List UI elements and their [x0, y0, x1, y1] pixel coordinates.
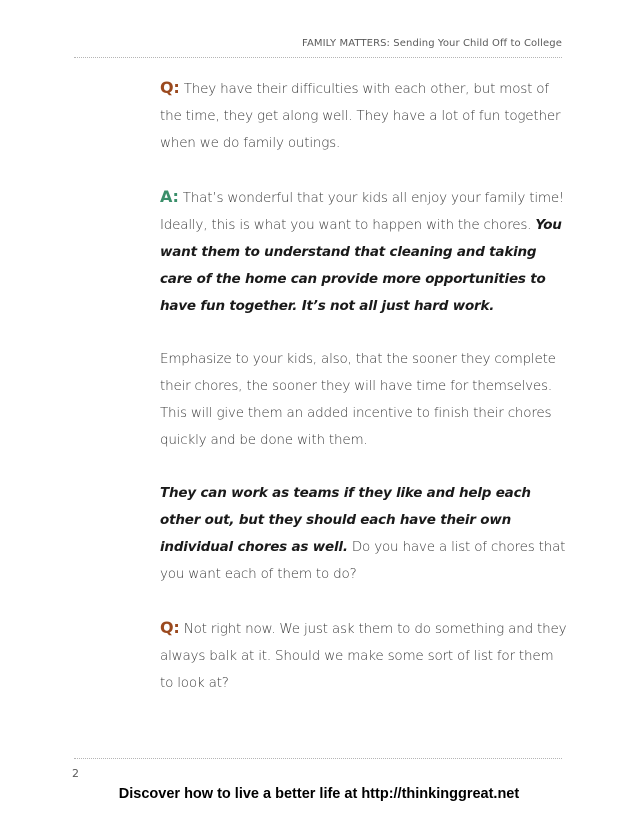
body-paragraph-emphasis: [160, 480, 570, 588]
question-text: They have their difficulties with each other, but most of the time, they get along well. They have a lot of fun together when we do family outings.: [160, 81, 561, 151]
body-text: Do you have a list of chores that you want each of them to do?: [160, 539, 566, 582]
running-header: FAMILY MATTERS: Sending Your Child Off to College: [302, 38, 562, 49]
answer-text: That’s wonderful that your kids all enjoy your family time! Ideally, this is what you want to happen with the chores.: [160, 190, 565, 233]
question-label: Q:: [160, 618, 180, 637]
question-label: Q:: [160, 78, 180, 97]
answer-emphasis: You want them to understand that cleaning and taking care of the home can provide more opportunities to have fun together. It’s not all just hard work.: [160, 217, 562, 314]
header-divider: [74, 57, 562, 58]
question-paragraph-2: [160, 614, 570, 697]
page-number: 2: [72, 767, 79, 780]
page-body: [160, 74, 570, 723]
question-paragraph: [160, 74, 570, 157]
body-paragraph: Emphasize to your kids, also, that the sooner they complete their chores, the sooner they will have time for themselves. This will give them an added incentive to finish their chores quickly and be done with them.: [160, 351, 556, 448]
question-text: Not right now. We just ask them to do something and they always balk at it. Should we make some sort of list for them to look at?: [160, 621, 567, 691]
promo-footer: Discover how to live a better life at http://thinkinggreat.net: [118, 786, 520, 802]
footer-divider: [74, 758, 562, 759]
emphasis-text: They can work as teams if they like and help each other out, but they should each have their own individual chores as well.: [160, 485, 531, 555]
answer-label: A:: [160, 187, 179, 206]
answer-paragraph: [160, 183, 570, 320]
